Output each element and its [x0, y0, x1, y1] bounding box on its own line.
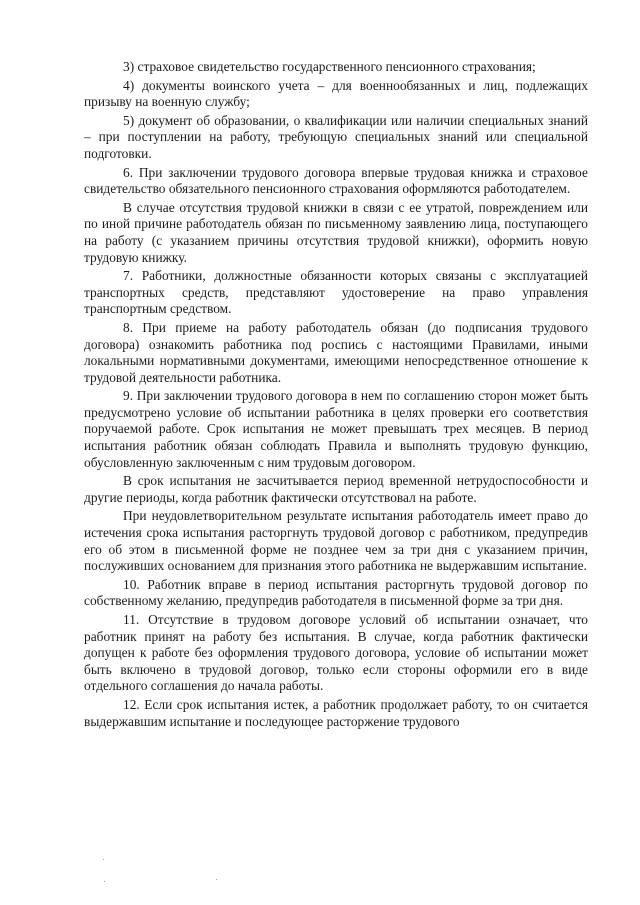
paragraph-clause-10: 10. Работник вправе в период испытания расторгнуть трудовой договор по собственному желанию, предупредив работодателя в письменной форме за три дня.: [84, 576, 588, 609]
paragraph-clause-6: 6. При заключении трудового договора впервые трудовая книжка и страховое свидетельство обязательного пенсионного страхования оформляются работодателем.: [84, 164, 588, 197]
paragraph-clause-9-result: При неудовлетворительном результате испытания работодатель имеет право до истечения срока испытания расторгнуть трудовой договор с работником, предупредив его об этом в письменной форме не позднее чем за три дня с указанием причин, послуживших основанием для признания этого работника не выдержавшим испытание.: [84, 508, 588, 574]
paragraph-clause-8: 8. При приеме на работу работодатель обязан (до подписания трудового договора) ознакомить работника под роспись с настоящими Правилами, иными локальными нормативными документами, имеющими непосредственное отношение к трудовой деятельности работника.: [84, 319, 588, 385]
paragraph-clause-12: 12. Если срок испытания истек, а работник продолжает работу, то он считается выдержавшим испытание и последующее расторжение трудового: [84, 696, 588, 729]
paragraph-clause-9: 9. При заключении трудового договора в нем по соглашению сторон может быть предусмотрено условие об испытании работника в целях проверки его соответствия поручаемой работе. Срок испытания не может превышать трех месяцев. В период испытания работник обязан соблюдать Правила и выполнять трудовую функцию, обусловленную заключенным с ним трудовым договором.: [84, 388, 588, 470]
paragraph-item-3: 3) страховое свидетельство государственного пенсионного страхования;: [123, 59, 536, 74]
document-body: [84, 59, 588, 732]
paragraph-clause-9-period: В срок испытания не засчитывается период временной нетрудоспособности и другие периоды, когда работник фактически отсутствовал на работе.: [84, 473, 588, 505]
paragraph-item-4: 4) документы воинского учета – для военнообязанных и лиц, подлежащих призыву на военную службу;: [84, 77, 588, 110]
paragraph-clause-6-lost-book: В случае отсутствия трудовой книжки в связи с ее утратой, повреждением или по иной причине работодатель обязан по письменному заявлению лица, поступающего на работу (с указанием причины отсутствия трудовой книжки), оформить новую трудовую книжку.: [84, 199, 588, 265]
scan-speck: [103, 859, 104, 860]
scan-speck: [104, 881, 105, 882]
paragraph-clause-7: 7. Работники, должностные обязанности которых связаны с эксплуатацией транспортных средств, представляют удостоверение на право управления транспортным средством.: [84, 268, 588, 317]
paragraph-item-5: 5) документ об образовании, о квалификации или наличии специальных знаний – при поступлении на работу, требующую специальных знаний или специальной подготовки.: [84, 112, 588, 161]
paragraph-clause-11: 11. Отсутствие в трудовом договоре условий об испытании означает, что работник принят на работу без испытания. В случае, когда работник фактически допущен к работе без оформления трудового договора, условие об испытании может быть включено в трудовой договор, только если стороны оформили его в виде отдельного соглашения до начала работы.: [84, 612, 588, 694]
scan-speck: [216, 879, 217, 880]
